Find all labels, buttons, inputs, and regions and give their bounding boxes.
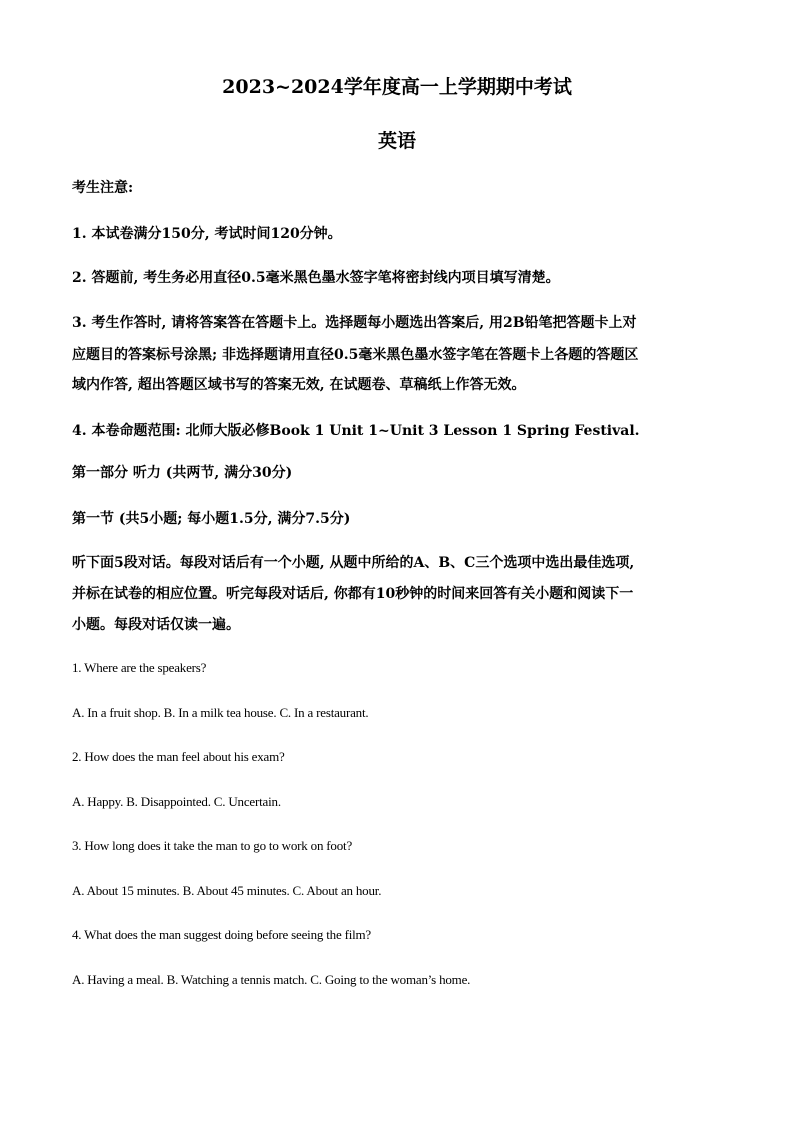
instructions-line-1: 听下面5段对话。每段对话后有一个小题, 从题中所给的A、B、C三个选项中选出最佳选项, [72, 555, 635, 571]
question-1-stem: 1. Where are the speakers? [72, 660, 207, 675]
instructions-line-2: 并标在试卷的相应位置。听完每段对话后, 你都有10秒钟的时间来回答有关小题和阅读下一 [72, 586, 634, 602]
instructions-line-3: 小题。每段对话仅读一遍。 [72, 617, 240, 633]
question-3-options: A. About 15 minutes. B. About 45 minutes. C. About an hour. [72, 883, 382, 898]
question-2-options: A. Happy. B. Disappointed. C. Uncertain. [72, 794, 281, 809]
question-4-options: A. Having a meal. B. Watching a tennis match. C. Going to the woman’s home. [72, 972, 471, 987]
question-2-stem: 2. How does the man feel about his exam? [72, 749, 285, 764]
section1-heading: 第一节 (共5小题; 每小题1.5分, 满分7.5分) [72, 511, 351, 527]
question-4-stem: 4. What does the man suggest doing before seeing the film? [72, 927, 371, 942]
question-1-options: A. In a fruit shop. B. In a milk tea house. C. In a restaurant. [72, 705, 369, 720]
exam-title: 2023~2024学年度高一上学期期中考试 [222, 76, 572, 98]
question-3-stem: 3. How long does it take the man to go to work on foot? [72, 838, 353, 853]
notice-item-3-line-1: 3. 考生作答时, 请将答案答在答题卡上。选择题每小题选出答案后, 用2B铅笔把答题卡上对 [72, 315, 637, 331]
notice-item-3-line-2: 应题目的答案标号涂黑; 非选择题请用直径0.5毫米黑色墨水签字笔在答题卡上各题的答题区 [72, 347, 639, 363]
notice-item-4: 4. 本卷命题范围: 北师大版必修Book 1 Unit 1~Unit 3 Lesson 1 Spring Festival. [72, 423, 640, 439]
notice-heading: 考生注意: [72, 180, 134, 196]
notice-item-3-line-3: 域内作答, 超出答题区域书写的答案无效, 在试题卷、草稿纸上作答无效。 [72, 377, 526, 393]
part1-heading: 第一部分 听力 (共两节, 满分30分) [72, 465, 293, 481]
notice-item-1: 1. 本试卷满分150分, 考试时间120分钟。 [72, 226, 342, 242]
notice-item-2: 2. 答题前, 考生务必用直径0.5毫米黑色墨水签字笔将密封线内项目填写清楚。 [72, 270, 560, 286]
subject-title: 英语 [377, 130, 416, 152]
